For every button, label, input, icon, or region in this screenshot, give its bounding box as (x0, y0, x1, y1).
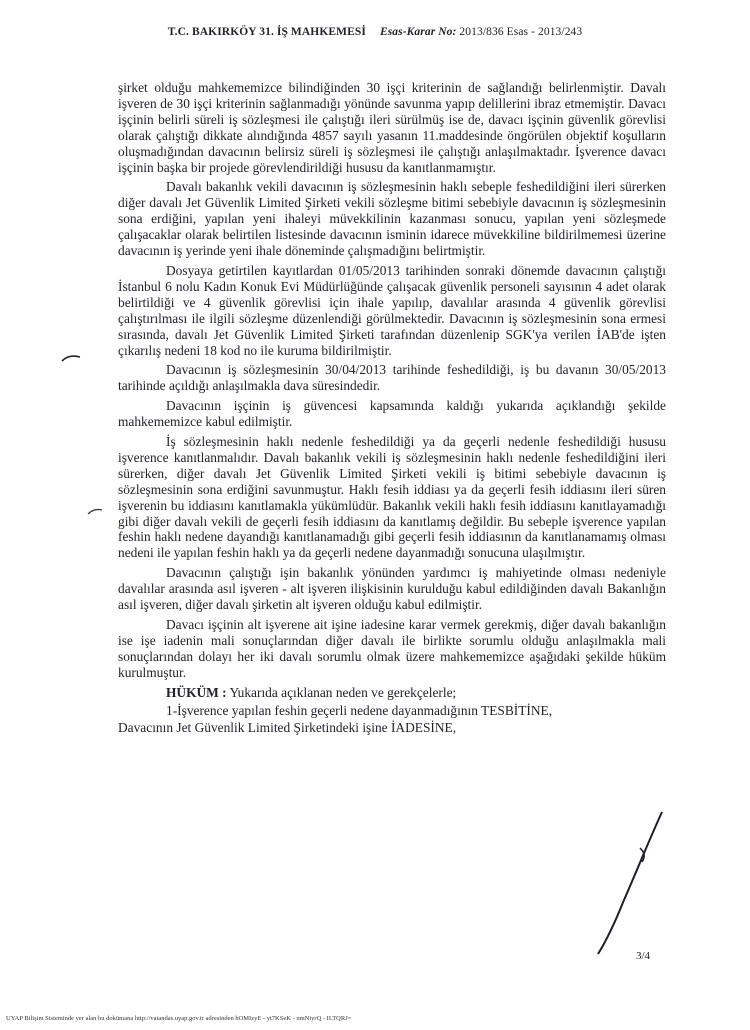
verdict-section (118, 685, 666, 737)
paragraph-2: Davalı bakanlık vekili davacının iş sözleşmesinin haklı sebeple feshedildiğini ileri sürerken diğer davalı Jet Güvenlik Limited Şirketi vekili sözleşme bitimi sebebiyle davacının iş sözleşmesinin sona erdiğini, yapılan yeni ihaleyi müvekkilinin kazanması sonucu, yapılan yeni sözleşmede çalışacaklar olarak belirtilen listesinde davacının isminin idarece müvekkiline bildirilmemesi üzerine davacının iş yerinde yeni ihale döneminde çalışmadığını belirtmiştir. (118, 179, 666, 259)
document-body (118, 80, 666, 736)
paragraph-3: Dosyaya getirtilen kayıtlardan 01/05/2013 tarihinden sonraki dönemde davacının çalıştığı İstanbul 6 nolu Kadın Konuk Evi Müdürlüğünde çalışacak güvenlik personeli sayısının 4 adet olarak belirtildiği ve 4 güvenlik görevlisi için ihale yapılıp, davalılar arasında 4 güvenlik görevlisi çalıştırılması ile ilgili sözleşme düzenlendiği görülmektedir. Davacının iş sözleşmesinin sona ermesi sırasında, davalı Jet Güvenlik Limited Şirketi tarafından düzenlenip SGK'ya verilen İAB'de işten çıkarılış nedeni 18 kod no ile kuruma bildirilmiştir. (118, 262, 666, 358)
verdict-intro: Yukarıda açıklanan neden ve gerekçelerle; (229, 684, 457, 700)
document-header (0, 26, 750, 38)
paragraph-4: Davacının iş sözleşmesinin 30/04/2013 tarihinde feshedildiği, iş bu davanın 30/05/2013 tarihinde açıldığı anlaşılmakla dava süresindedir. (118, 362, 666, 394)
footer-note: UYAP Bilişim Sisteminde yer alan bu dokümana http://vatandas.uyap.gov.tr adresinden hOMIzyE - yt7KSeK - nmNiyrQ - ILTQRJ= (6, 1015, 352, 1022)
margin-mark-2 (86, 506, 104, 516)
verdict-item-1: 1-İşverence yapılan feshin geçerli nedene dayanmadığının TESBİTİNE, (166, 702, 553, 718)
verdict-label: HÜKÜM : (166, 684, 227, 700)
case-number-label: Esas-Karar No: (379, 26, 457, 38)
paragraph-5: Davacının işçinin iş güvencesi kapsamında kaldığı yukarıda açıklandığı şekilde mahkememizce kabul edilmiştir. (118, 398, 666, 430)
paragraph-8: Davacı işçinin alt işverene ait işine iadesine karar vermek gerekmiş, diğer davalı bakanlığın ise işe iadenin mali sonuçlarından diğer davalı ile birlikte sorumlu olduğu anlaşılmakla mali sonuçlarından dolayı her iki davalı sorumlu olmak üzere mahkememizce aşağıdaki şekilde hüküm kurulmuştur. (118, 617, 666, 680)
paragraph-7: Davacının çalıştığı işin bakanlık yönünden yardımcı iş mahiyetinde olması nedeniyle davalılar arasında asıl işveren - alt işveren ilişkisinin kurulduğu kabul edildiğinden davalı Bakanlığın asıl işveren, diğer davalı şirketin alt işveren olduğu kabul edilmiştir. (118, 565, 666, 613)
page-number: 3/4 (636, 950, 651, 962)
verdict-item-2: Davacının Jet Güvenlik Limited Şirketindeki işine İADESİNE, (118, 720, 457, 736)
paragraph-6: İş sözleşmesinin haklı nedenle feshedildiği ya da geçerli nedenle feshedildiği hususu işverence kanıtlanmalıdır. Davalı bakanlık vekili iş sözleşmesinin haklı nedenle feshedildiğini ileri sürerken, diğer davalı Jet Güvenlik Limited Şirketi vekili iş bitimi sebebiyle davacının iş sözleşmesinin sona erdiğini savunmuştur. Haklı fesih iddiası ya da geçerli fesih iddiasını ileri süren işverenin bu iddiasını kanıtlamakla yükümlüdür. Bakanlık vekili haklı fesih iddiasını kanıtlayamadığı gibi diğer davalı vekili de geçerli fesih iddiasını da kanıtlamış değildir. Bu sebeple işverence yapılan feshin haklı nedene dayandığı kanıtlanamadığı gibi geçerli fesih iddiasının da kanıtlanamamış olması nedeni ile yapılan feshin haklı ya da geçerli nedene dayanmadığı sonucuna ulaşılmıştır. (118, 434, 666, 561)
margin-mark-1 (60, 352, 82, 364)
paragraph-1: şirket olduğu mahkememizce bilindiğinden 30 işçi kriterinin de sağlandığı belirlenmiştir. Davalı işveren de 30 işçi kriterinin sağlanmadığı yönünde savunma yapıp delillerini ibraz etmemiştir. Davacı işçinin belirli süreli iş sözleşmesi ile çalıştığı ileri sürülmüş ise de, davacı işçinin güvenlik görevlisi olarak çalıştığı dikkate alındığında 4857 sayılı yasanın 11.maddesinde öngörülen objektif koşulların oluşmadığından davacının belirsiz süreli iş sözleşmesi ile çalıştığı anlaşılmaktadır. İşverence davacı işçinin başka bir projede görevlendirildiği hususu da kanıtlanmamıştır. (118, 80, 666, 175)
signature-stroke (580, 808, 676, 958)
court-name: T.C. BAKIRKÖY 31. İŞ MAHKEMESİ (167, 26, 366, 38)
case-number-value: 2013/836 Esas - 2013/243 (459, 26, 583, 38)
